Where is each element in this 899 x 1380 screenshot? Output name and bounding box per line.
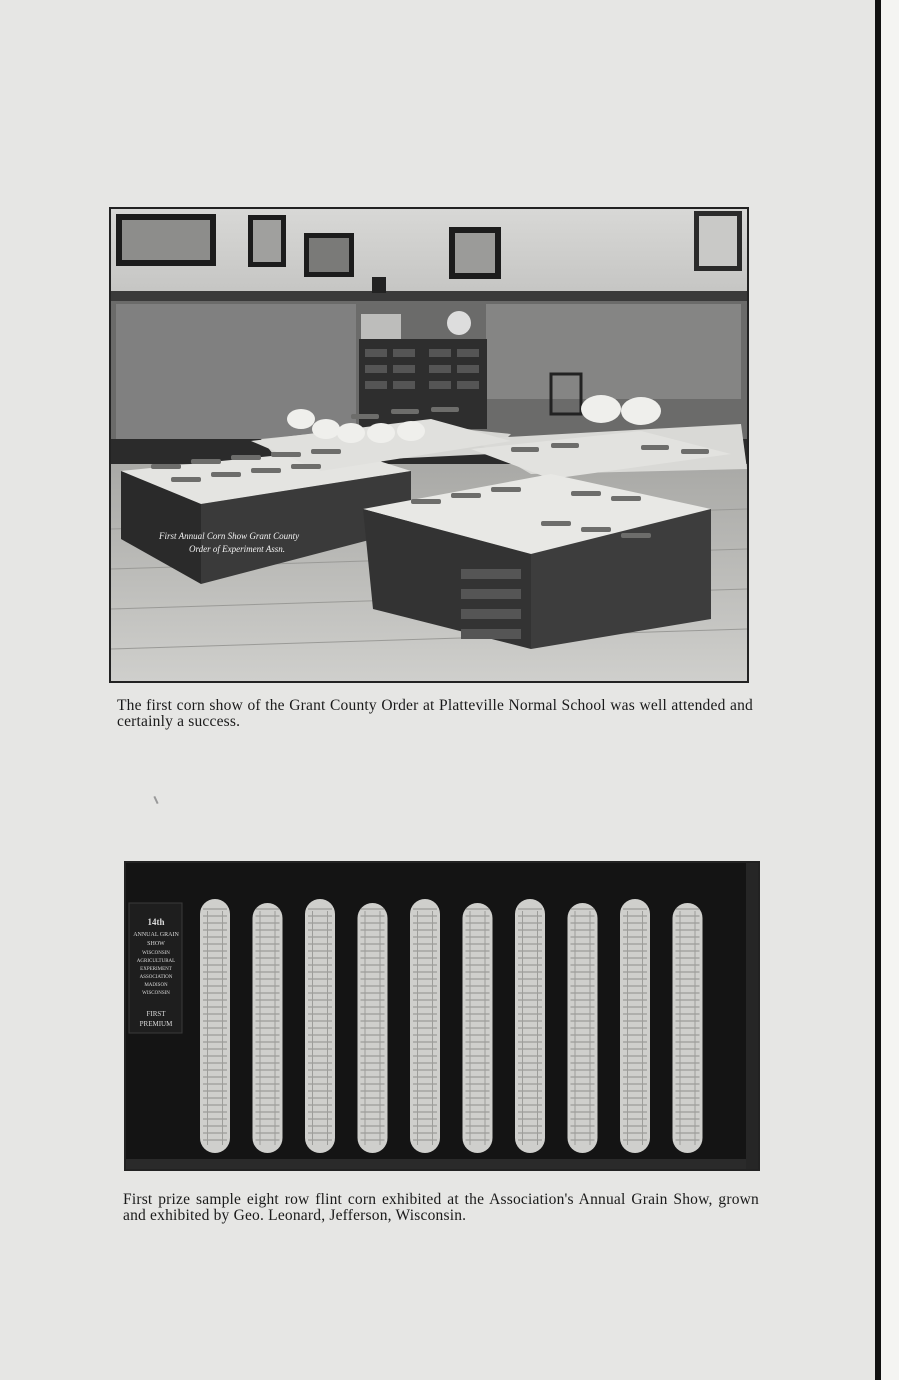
stray-mark: [153, 796, 158, 804]
caption-1-text: The first corn show of the Grant County Order at Platteville Normal School was well attended and certainly a success.: [117, 697, 753, 730]
ribbon-line-2: ANNUAL GRAIN: [133, 932, 179, 938]
ribbon-line-6: EXPERIMENT: [140, 967, 172, 972]
corn-ear: [358, 903, 388, 1153]
caption-corn-show: [117, 698, 753, 730]
caption-2-text: First prize sample eight row flint corn exhibited at the Association's Annual Grain Show, grown and exhibited by Geo. Leonard, Jefferson, Wisconsin.: [123, 1191, 759, 1224]
ribbon-line-3: SHOW: [147, 941, 165, 947]
corn-ear: [200, 899, 230, 1153]
ribbon-line-4: WISCONSIN: [142, 951, 170, 956]
corn-ear: [410, 899, 440, 1153]
page-margin: [881, 0, 899, 1380]
handwritten-label-line-1: First Annual Corn Show Grant County: [159, 531, 300, 541]
corn-ear: [305, 899, 335, 1153]
corn-ear: [568, 903, 598, 1153]
corn-ear: [673, 903, 703, 1153]
handwritten-label-line-2: Order of Experiment Assn.: [189, 544, 285, 554]
ribbon-line-7: ASSOCIATION: [139, 975, 173, 980]
caption-flint-corn: [123, 1192, 759, 1224]
ribbon-line-10: FIRST: [146, 1010, 166, 1018]
corn-show-photo: [109, 207, 749, 683]
flint-corn-photo: [124, 861, 760, 1171]
ribbon-line-1: 14th: [147, 917, 165, 927]
ribbon-line-8: MADISON: [144, 983, 168, 988]
corn-ear: [620, 899, 650, 1153]
corn-ear: [253, 903, 283, 1153]
corn-ear: [515, 899, 545, 1153]
page-binding-edge: [875, 0, 881, 1380]
ribbon-line-9: WISCONSIN: [142, 991, 170, 996]
ribbon-line-5: AGRICULTURAL: [136, 959, 176, 964]
ribbon-line-11: PREMIUM: [139, 1020, 173, 1028]
corn-ear: [463, 903, 493, 1153]
